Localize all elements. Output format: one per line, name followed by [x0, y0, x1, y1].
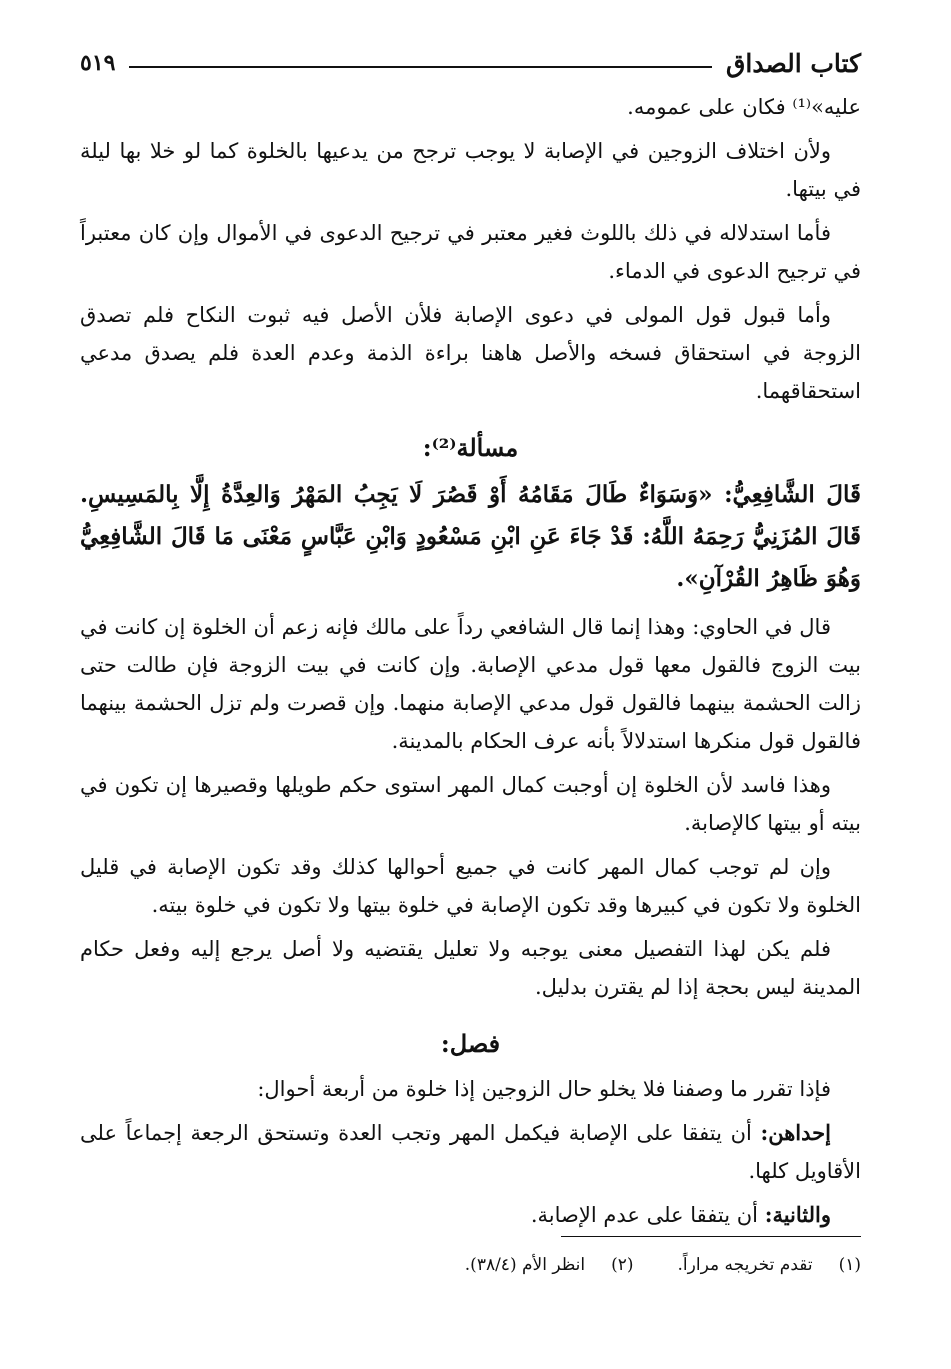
- footnote-1: [678, 1250, 861, 1280]
- footnote-area: [80, 0, 861, 1369]
- fasl-intro: فإذا تقرر ما وصفنا فلا يخلو حال الزوجين إذا خلوة من أربعة أحوال:: [257, 1077, 831, 1101]
- paragraph: وإن لم توجب كمال المهر كانت في جميع أحوالها كذلك وقد تكون الإصابة في قليل الخلوة ولا تكون في كبيرها وقد تكون الإصابة في خلوة بيتها ولا تكون في خلوة بيته.: [80, 855, 861, 917]
- paragraph: عليه»⁽¹⁾ فكان على عمومه.: [627, 95, 861, 119]
- paragraph: وأما قبول قول المولى في دعوى الإصابة فلأن الأصل فيه ثبوت النكاح فلم تصدق الزوجة في استحقاق فسخه والأصل هاهنا براءة الذمة وعدم العدة فلم يصدق مدعي استحقاقهما.: [80, 303, 861, 403]
- shafii-quote: قَالَ الشَّافِعِيُّ: «وَسَوَاءٌ طَالَ مَقَامُهُ أَوْ قَصُرَ لَا يَجِبُ المَهْرُ وَالعِدَّةُ إِلَّا بِالمَسِيسِ. قَالَ المُزَنِيُّ رَحِمَهُ اللَّهُ: قَدْ جَاءَ عَنِ ابْنِ مَسْعُودٍ وَابْنِ عَبَّاسٍ مَعْنَى مَا قَالَ الشَّافِعِيُّ وَهُوَ ظَاهِرُ القُرْآنِ».: [80, 481, 861, 592]
- footnote-2: [465, 1250, 634, 1280]
- footnote-2-number: (٢): [611, 1255, 634, 1275]
- book-title: كتاب الصداق: [725, 48, 861, 78]
- case-1-lead: إحداهن:: [760, 1120, 831, 1145]
- paragraph: وهذا فاسد لأن الخلوة إن أوجبت كمال المهر استوى حكم طويلها وقصيرها إن تكون في بيته أو بيتها كالإصابة.: [80, 773, 861, 835]
- footnote-1-number: (١): [838, 1255, 861, 1275]
- fasl-heading: فصل:: [440, 1029, 501, 1058]
- paragraph: فأما استدلاله في ذلك باللوث فغير معتبر في ترجيح الدعوى في الأموال وإن كان معتبراً في ترجيح الدعوى في الدماء.: [80, 221, 861, 283]
- paragraph: قال في الحاوي: وهذا إنما قال الشافعي رداً على مالك فإنه زعم أن الخلوة إن كانت في بيت الزوج فالقول معها قول مدعي الإصابة. وإن كانت في بيت الزوجة فإن طالت حتى زالت الحشمة بينهما فالقول قول مدعي الإصابة منهما. وإن قصرت ولم تزل الحشمة بينهما فالقول قول منكرها استدلالاً بأنه عرف الحكام بالمدينة.: [80, 615, 861, 753]
- case-2-lead: والثانية:: [764, 1202, 831, 1227]
- masala-heading: مسألة⁽²⁾:: [422, 433, 519, 462]
- footnote-1-text: تقدم تخريجه مراراً.: [677, 1255, 813, 1275]
- footnotes: [80, 1250, 861, 1280]
- paragraph: فلم يكن لهذا التفصيل معنى يوجبه ولا تعليل يقتضيه ولا أصل يرجع إليه وفعل حكام المدينة ليس بحجة إذا لم يقترن بدليل.: [80, 937, 861, 999]
- case-1-text: أن يتفقا على الإصابة فيكمل المهر وتجب العدة وتستحق الرجعة إجماعاً على الأقاويل كلها.: [80, 1121, 861, 1183]
- case-2-text: أن يتفقا على عدم الإصابة.: [530, 1203, 765, 1227]
- footnote-rule: [561, 1236, 861, 1237]
- page-number: ٥١٩: [80, 50, 116, 76]
- footnote-2-text: انظر الأم (٣٨/٤).: [464, 1255, 586, 1275]
- paragraph: ولأن اختلاف الزوجين في الإصابة لا يوجب ترجح من يدعيها بالخلوة كما لو خلا بها ليلة في بيتها.: [80, 139, 861, 201]
